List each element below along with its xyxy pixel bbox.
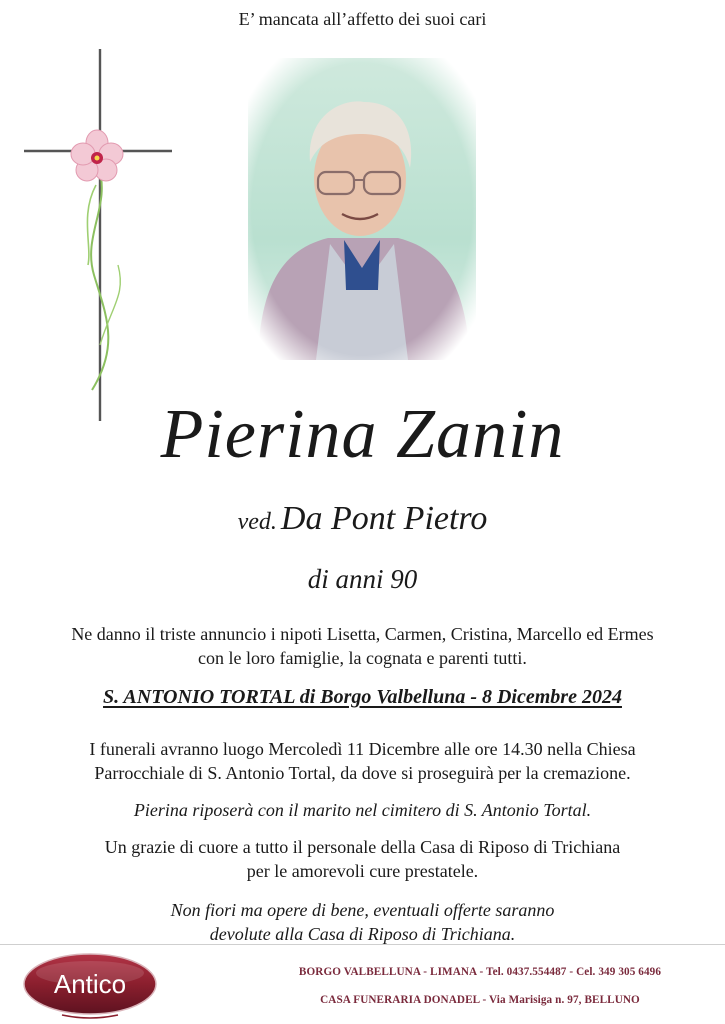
thanks-line: per le amorevoli cure prestatele. [246, 861, 479, 881]
funeral-info [0, 737, 725, 785]
antico-logo [22, 951, 158, 1021]
burial-note: Pierina riposerà con il marito nel cimitero di S. Antonio Tortal. [133, 800, 592, 820]
announcement [0, 622, 725, 670]
thanks-note [0, 835, 725, 883]
footer-contacts: BORGO VALBELLUNA - LIMANA - Tel. 0437.554487 - Cel. 349 305 6496 [298, 966, 662, 978]
funeral-line: Parrocchiale di S. Antonio Tortal, da dove si proseguirà per la cremazione. [94, 763, 631, 783]
donation-note [0, 898, 725, 946]
logo-text: Antico [53, 969, 127, 999]
funeral-line: I funerali avranno luogo Mercoledì 11 Dicembre alle ore 14.30 nella Chiesa [89, 739, 636, 759]
donation-line: devolute alla Casa di Riposo di Trichiana. [209, 924, 516, 944]
footer-address: CASA FUNERARIA DONADEL - Via Marisiga n. 97, BELLUNO [320, 994, 640, 1006]
place-date-headline [0, 686, 725, 709]
age-text: di anni 90 [307, 564, 418, 594]
footer-divider [0, 944, 725, 945]
widow-line [0, 500, 725, 538]
spouse-name: Da Pont Pietro [280, 500, 488, 537]
donation-line: Non fiori ma opere di bene, eventuali offerte saranno [170, 900, 555, 920]
announcement-line: con le loro famiglie, la cognata e parenti tutti. [198, 648, 527, 668]
cross-with-flower-icon [22, 45, 174, 425]
headline-text: S. ANTONIO TORTAL di Borgo Valbelluna - 8 Dicembre 2024 [103, 686, 622, 708]
thanks-line: Un grazie di cuore a tutto il personale della Casa di Riposo di Trichiana [104, 837, 621, 857]
portrait-photo [248, 58, 476, 360]
intro-text: E’ mancata all’affetto dei suoi cari [238, 9, 487, 29]
announcement-line: Ne danno il triste annuncio i nipoti Lisetta, Carmen, Cristina, Marcello ed Ermes [71, 624, 654, 644]
deceased-name: Pierina Zanin [160, 396, 565, 473]
widow-prefix: ved. [237, 509, 277, 535]
